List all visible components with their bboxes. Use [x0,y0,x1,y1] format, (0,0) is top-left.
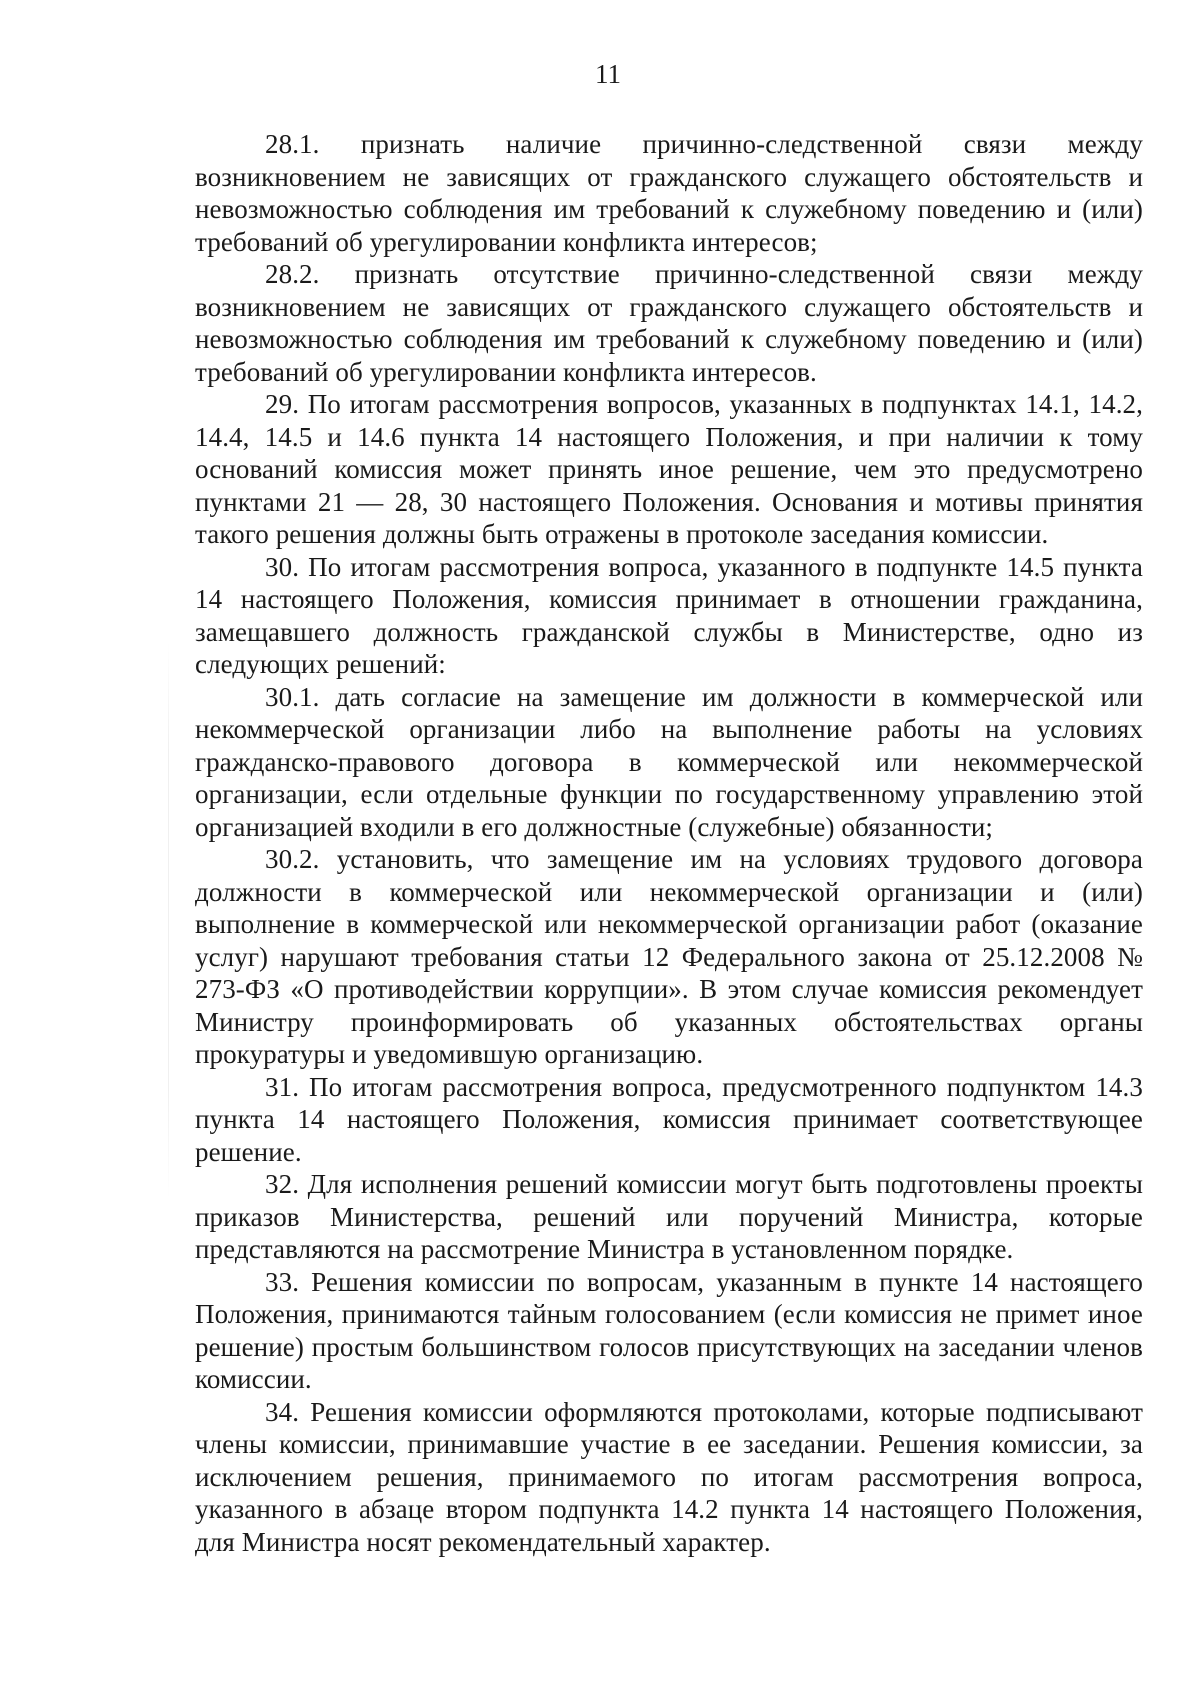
page-number: 11 [595,59,621,89]
paragraph-28-1: 28.1. признать наличие причинно-следственной связи между возникновением не зависящих от гражданского служащего обстоятельств и невозможностью соблюдения им требований к служебному поведению и (или) требований об урегулировании конфликта интересов; [195,129,1143,257]
paragraph-34: 34. Решения комиссии оформляются протоколами, которые подписывают члены комиссии, принимавшие участие в ее заседании. Решения комиссии, за исключением решения, принимаемого по итогам рассмотрения вопроса, указанного в абзаце втором подпункта 14.2 пункта 14 настоящего Положения, для Министра носят рекомендательный характер. [195,1396,1143,1557]
paragraph-30: 30. По итогам рассмотрения вопроса, указанного в подпункте 14.5 пункта 14 настоящего Положения, комиссия принимает в отношении гражданина, замещавшего должность гражданской службы в Министерстве, одно из следующих решений: [195,551,1143,679]
paragraph-31: 31. По итогам рассмотрения вопроса, предусмотренного подпунктом 14.3 пункта 14 настоящего Положения, комиссия принимает соответствующее решение. [195,1071,1143,1167]
paragraph-30-2: 30.2. установить, что замещение им на условиях трудового договора должности в коммерческой или некоммерческой организации и (или) выполнение в коммерческой или некоммерческой организации работ (оказание услуг) нарушают требования статьи 12 Федерального закона от 25.12.2008 № 273-ФЗ «О противодействии коррупции». В этом случае комиссия рекомендует Министру проинформировать об указанных обстоятельствах органы прокуратуры и уведомившую организацию. [195,844,1143,1069]
paragraph-28-2: 28.2. признать отсутствие причинно-следственной связи между возникновением не зависящих от гражданского служащего обстоятельств и невозможностью соблюдения им требований к служебному поведению и (или) требований об урегулировании конфликта интересов. [195,259,1143,387]
paragraph-30-1: 30.1. дать согласие на замещение им должности в коммерческой или некоммерческой организации либо на выполнение работы на условиях гражданско-правового договора в коммерческой или некоммерческой организации, если отдельные функции по государственному управлению этой организацией входили в его должностные (служебные) обязанности; [195,681,1143,842]
paragraph-32: 32. Для исполнения решений комиссии могут быть подготовлены проекты приказов Министерства, решений или поручений Министра, которые представляются на рассмотрение Министра в установленном порядке. [195,1169,1143,1264]
paragraph-29: 29. По итогам рассмотрения вопросов, указанных в подпунктах 14.1, 14.2, 14.4, 14.5 и 14.6 пункта 14 настоящего Положения, и при наличии к тому оснований комиссия может принять иное решение, чем это предусмотрено пунктами 21 — 28, 30 настоящего Положения. Основания и мотивы принятия такого решения должны быть отражены в протоколе заседания комиссии. [195,389,1143,549]
paragraph-33: 33. Решения комиссии по вопросам, указанным в пункте 14 настоящего Положения, принимаются тайным голосованием (если комиссия не примет иное решение) простым большинством голосов присутствующих на заседании членов комиссии. [195,1266,1143,1394]
document-body [195,128,1143,1558]
scan-margin-line [168,640,169,1200]
